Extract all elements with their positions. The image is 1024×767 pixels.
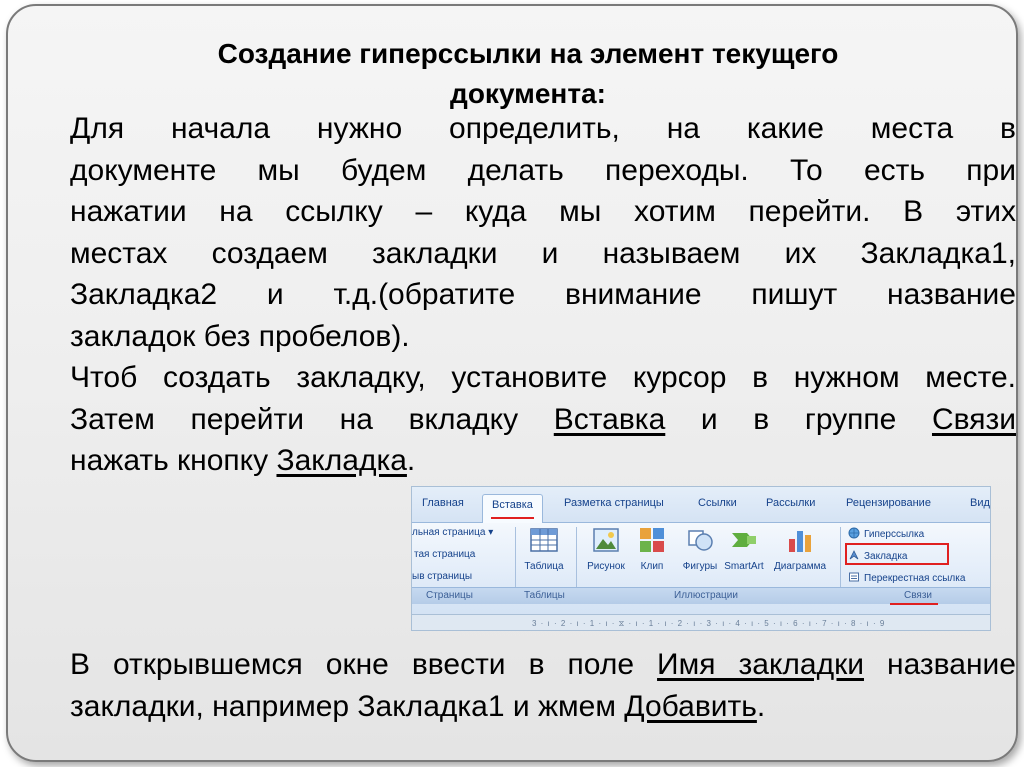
globe-icon — [848, 527, 860, 539]
tab-page-layout[interactable]: Разметка страницы — [564, 497, 664, 509]
insert-tab-reference: Вставка — [553, 402, 666, 436]
paragraph-line — [70, 399, 1016, 441]
picture-button[interactable] — [580, 525, 632, 572]
text-fragment: название — [863, 648, 1016, 681]
hyperlink-command[interactable] — [848, 527, 924, 540]
ribbon-tab-bar — [412, 487, 990, 523]
paragraph-line: Чтоб создать закладку, установите курсор в нужном месте. — [70, 361, 1016, 394]
picture-button-label: Рисунок — [587, 561, 625, 572]
clip-button-label: Клип — [640, 561, 664, 572]
bookmark-name-field-reference: Имя закладки — [657, 648, 864, 681]
tab-references[interactable]: Ссылки — [698, 497, 737, 509]
paragraph-line — [70, 686, 1016, 728]
tab-review[interactable]: Рецензирование — [846, 497, 931, 509]
slide-title — [68, 34, 988, 114]
paragraph-line: местах создаем закладки и называем их Закладка1, — [70, 236, 1016, 270]
title-line-2: документа: — [450, 78, 606, 109]
hyperlink-label: Гиперссылка — [864, 529, 925, 540]
links-group-reference: Связи — [931, 402, 1017, 436]
group-label-illustrations: Иллюстрации — [674, 590, 738, 601]
tab-insert-label: Вставка — [492, 499, 533, 511]
clip-button[interactable] — [626, 525, 678, 572]
table-button-label: Таблица — [524, 561, 564, 572]
group-label-links: Связи — [904, 590, 933, 601]
title-line-1: Создание гиперссылки на элемент текущего — [217, 38, 839, 69]
instruction-paragraph — [70, 357, 1016, 482]
ruler: 3 · ı · 2 · ı · 1 · ı · ⧖ · ı · 1 · ı · 2 · ı · 3 · ı · 4 · ı · 5 · ı · 6 · ı · 7 · ı · 8 · ı · 9 — [412, 614, 990, 631]
cross-reference-label: Перекрестная ссылка — [864, 573, 966, 584]
tab-mailings[interactable]: Рассылки — [766, 497, 816, 509]
text-fragment: закладки, например Закладка1 и жмем — [70, 689, 625, 723]
tab-home[interactable]: Главная — [422, 497, 464, 509]
paragraph-line: закладок без пробелов). — [70, 319, 410, 353]
picture-icon — [591, 525, 621, 555]
chart-button[interactable] — [774, 525, 826, 572]
blank-page-command[interactable]: тая страница — [414, 549, 476, 560]
cross-reference-command[interactable] — [848, 571, 965, 584]
tab-insert[interactable] — [482, 494, 543, 524]
paragraph-line: Для начала нужно определить, на какие места в — [70, 112, 1016, 145]
ribbon-group-labels — [412, 587, 990, 604]
chart-icon — [785, 525, 815, 555]
shapes-icon — [685, 525, 715, 555]
intro-paragraph — [70, 108, 1016, 357]
chart-button-label: Диаграмма — [774, 561, 827, 572]
smartart-button[interactable] — [718, 525, 770, 572]
paragraph-line: документе мы будем делать переходы. То есть при — [70, 153, 1016, 187]
group-label-tables: Таблицы — [524, 590, 565, 601]
bookmark-label: Закладка — [864, 551, 908, 562]
ribbon-screenshot — [411, 486, 991, 631]
tab-view[interactable]: Вид — [970, 497, 990, 509]
text-fragment: Затем перейти на вкладку — [70, 402, 554, 436]
clip-art-icon — [637, 525, 667, 555]
text-fragment: нажать кнопку — [70, 444, 277, 477]
smartart-icon — [729, 525, 759, 555]
shapes-button-label: Фигуры — [682, 561, 718, 572]
page-break-command[interactable]: ыв страницы — [412, 571, 473, 582]
red-underline — [491, 517, 534, 519]
bookmark-button-reference: Закладка — [276, 444, 407, 477]
table-button[interactable] — [518, 525, 570, 572]
text-fragment: . — [756, 689, 766, 723]
text-fragment: В открывшемся окне ввести в поле — [70, 648, 658, 681]
text-fragment: . — [406, 444, 416, 477]
paragraph-line — [70, 440, 1016, 482]
add-button-reference: Добавить — [624, 689, 757, 723]
final-paragraph — [70, 644, 1016, 727]
paragraph-line: Закладка2 и т.д.(обратите внимание пишут название — [70, 278, 1016, 311]
smartart-button-label: SmartArt — [724, 561, 764, 572]
group-label-pages: Страницы — [426, 590, 473, 601]
cover-page-command[interactable]: льная страница ▾ — [412, 527, 494, 538]
paragraph-line: нажатии на ссылку – куда мы хотим перейти. В этих — [70, 195, 1016, 228]
paragraph-line — [70, 644, 1016, 686]
text-fragment: и в группе — [665, 402, 932, 436]
cross-reference-icon — [848, 571, 860, 583]
red-underline — [890, 603, 938, 605]
table-icon — [529, 525, 559, 555]
bookmark-highlight-box — [845, 543, 949, 565]
